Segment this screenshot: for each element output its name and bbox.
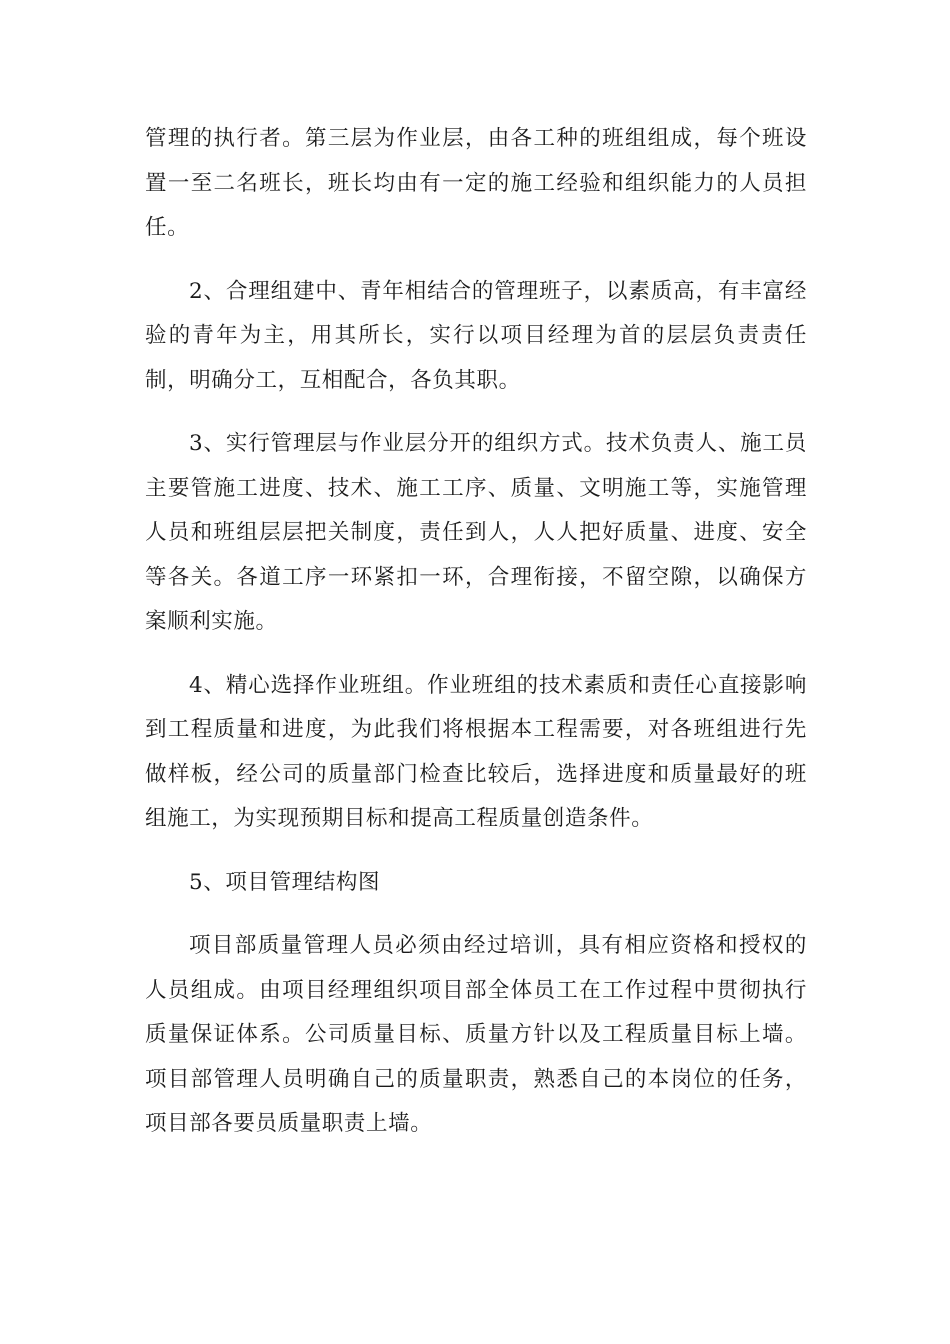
document-body <box>145 117 807 1166</box>
paragraph-item-4: 4、精心选择作业班组。作业班组的技术素质和责任心直接影响到工程质量和进度，为此我们将根据本工程需要，对各班组进行先做样板，经公司的质量部门检查比较后，选择进度和质量最好的班组施工，为实现预期目标和提高工程质量创造条件。 <box>145 672 807 831</box>
section-heading-structure-chart: 5、项目管理结构图 <box>189 869 381 895</box>
paragraph-item-3: 3、实行管理层与作业层分开的组织方式。技术负责人、施工员主要管施工进度、技术、施工工序、质量、文明施工等，实施管理人员和班组层层把关制度，责任到人，人人把好质量、进度、安全等各关。各道工序一环紧扣一环，合理衔接，不留空隙，以确保方案顺利实施。 <box>145 431 807 634</box>
paragraph-item-2: 2、合理组建中、青年相结合的管理班子，以素质高，有丰富经验的青年为主，用其所长，实行以项目经理为首的层层负责责任制，明确分工，互相配合，各负其职。 <box>145 278 807 393</box>
paragraph-continuation: 管理的执行者。第三层为作业层，由各工种的班组组成，每个班设置一至二名班长，班长均由有一定的施工经验和组织能力的人员担任。 <box>145 126 807 240</box>
paragraph-quality-personnel: 项目部质量管理人员必须由经过培训，具有相应资格和授权的人员组成。由项目经理组织项目部全体员工在工作过程中贯彻执行质量保证体系。公司质量目标、质量方针以及工程质量目标上墙。项目部管理人员明确自己的质量职责，熟悉自己的本岗位的任务，项目部各要员质量职责上墙。 <box>145 933 807 1136</box>
